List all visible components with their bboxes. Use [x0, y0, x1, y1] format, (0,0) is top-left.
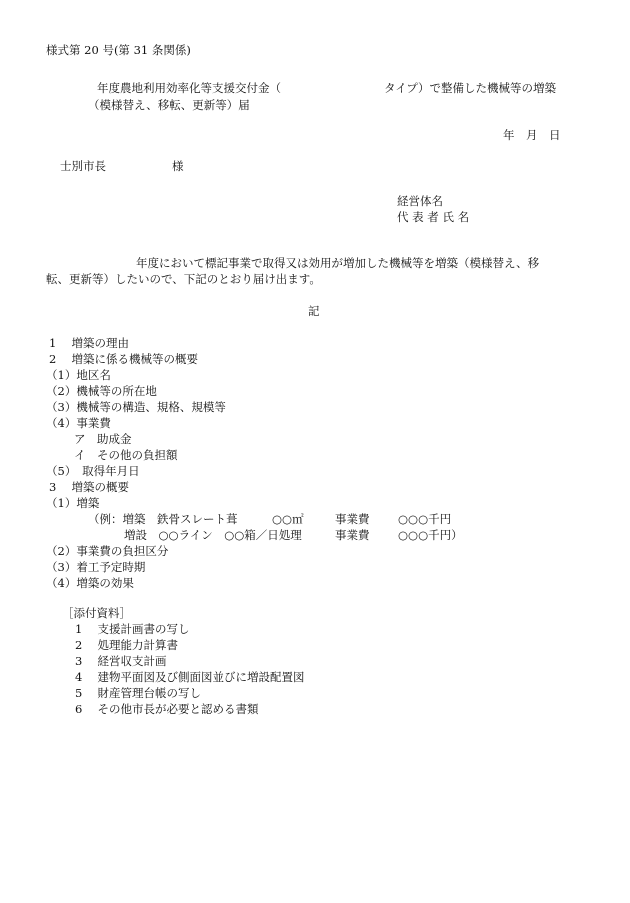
- ki-heading: 記: [308, 304, 320, 318]
- body-line1: 年度において標記事業で取得又は効用が増加した機械等を増築（模様替え、移: [136, 256, 540, 270]
- section-2-5: （5） 取得年月日: [46, 464, 140, 478]
- title-line1-prefix: 年度農地利用効率化等支援交付金（: [97, 81, 281, 95]
- representative-label: 代 表 者 氏 名: [397, 210, 470, 224]
- section-2-4-i: イ その他の負担額: [74, 448, 178, 462]
- section-3-1: （1）増築: [46, 496, 100, 510]
- addressee-honorific: 様: [172, 159, 184, 173]
- example-1-area: ○○㎡: [272, 512, 304, 526]
- example-2-text: 増設 ○○ライン ○○箱／日処理: [124, 528, 302, 542]
- example-1-cost-value: ○○○千円: [398, 512, 452, 526]
- section-1: 1 増築の理由: [49, 336, 129, 350]
- attachment-item-2: 2 処理能力計算書: [75, 638, 178, 652]
- body-line2: 転、更新等）したいので、下記のとおり届け出ます。: [46, 272, 321, 286]
- attachment-item-4: 4 建物平面図及び側面図並びに増設配置図: [75, 670, 305, 684]
- section-2-4: （4）事業費: [46, 416, 111, 430]
- section-3-2: （2）事業費の負担区分: [46, 544, 169, 558]
- section-3-3: （3）着工予定時期: [46, 560, 146, 574]
- section-2-2: （2）機械等の所在地: [46, 384, 157, 398]
- attachments-header: ［添付資料］: [62, 606, 131, 620]
- entity-name-label: 経営体名: [397, 194, 443, 208]
- attachment-item-6: 6 その他市長が必要と認める書類: [75, 702, 259, 716]
- section-3-4: （4）増築の効果: [46, 576, 134, 590]
- section-2-3: （3）機械等の構造、規格、規模等: [46, 400, 226, 414]
- section-2-1: （1）地区名: [46, 368, 111, 382]
- date-field: 年 月 日: [503, 128, 561, 142]
- addressee-name: 士別市長: [60, 159, 106, 173]
- section-3: 3 増築の概要: [49, 480, 129, 494]
- example-1-text: （例：増築 鉄骨スレート葺: [88, 512, 238, 526]
- attachment-item-5: 5 財産管理台帳の写し: [75, 686, 201, 700]
- attachment-item-1: 1 支援計画書の写し: [75, 622, 190, 636]
- form-number: 様式第 20 号(第 31 条関係): [46, 43, 191, 57]
- attachment-item-3: 3 経営収支計画: [75, 654, 167, 668]
- example-2-cost-value: ○○○千円）: [398, 528, 463, 542]
- title-line1-suffix: タイプ）で整備した機械等の増築: [384, 81, 557, 95]
- example-2-cost-label: 事業費: [335, 528, 370, 542]
- example-1-cost-label: 事業費: [335, 512, 370, 526]
- section-2-4-a: ア 助成金: [74, 432, 132, 446]
- section-2: 2 増築に係る機械等の概要: [49, 352, 198, 366]
- title-line2: （模様替え、移転、更新等）届: [88, 98, 250, 112]
